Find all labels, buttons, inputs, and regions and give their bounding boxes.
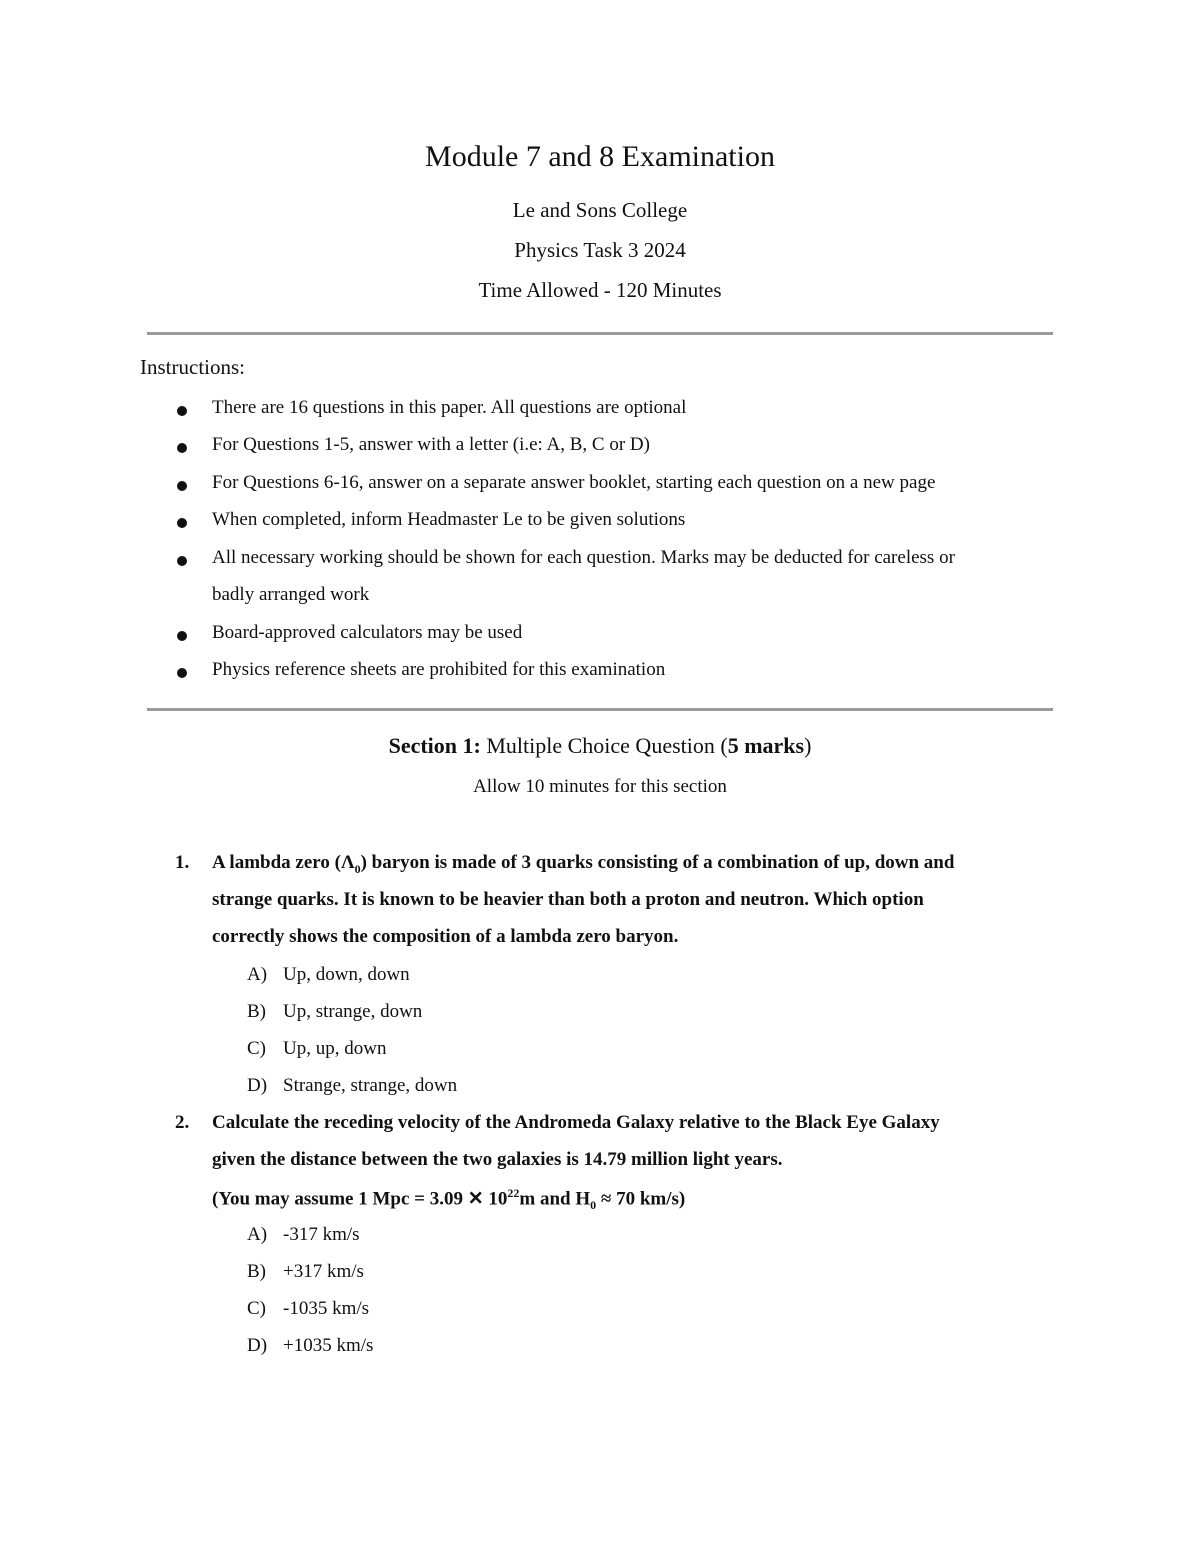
question-text: given the distance between the two galaxies is 14.79 million light years. [212, 1149, 783, 1170]
time-allowed: Time Allowed - 120 Minutes [478, 278, 722, 302]
option-text: -317 km/s [283, 1224, 360, 1245]
option-letter: A) [247, 964, 268, 985]
bullet-icon [177, 518, 187, 528]
section-subtitle: Allow 10 minutes for this section [473, 776, 727, 797]
option-letter: B) [247, 1001, 266, 1022]
task-name: Physics Task 3 2024 [514, 238, 686, 262]
option-text: Up, strange, down [283, 1001, 423, 1022]
option-text: -1035 km/s [283, 1298, 370, 1319]
question-text: Calculate the receding velocity of the Andromeda Galaxy relative to the Black Eye Galaxy [212, 1112, 940, 1133]
bullet-icon [177, 631, 187, 641]
bullet-icon [177, 668, 187, 678]
question-text: correctly shows the composition of a lambda zero baryon. [212, 926, 679, 947]
bullet-icon [177, 481, 187, 491]
divider [147, 332, 1053, 335]
option-letter: B) [247, 1261, 266, 1282]
bullet-icon [177, 406, 187, 416]
option-letter: A) [247, 1224, 268, 1245]
option-text: Up, up, down [283, 1038, 387, 1059]
option-letter: D) [247, 1075, 268, 1096]
section-heading: Section 1: Multiple Choice Question (5 marks) [388, 733, 812, 758]
question-text: (You may assume 1 Mpc = 3.09 ✕ $10^{22}m$ and $H_0 \approx 70$ km/s) [212, 1186, 686, 1213]
option-letter: C) [247, 1298, 266, 1319]
option-letter: D) [247, 1335, 268, 1356]
question-number: 2. [175, 1112, 190, 1133]
bullet-icon [177, 443, 187, 453]
option-text: +317 km/s [283, 1261, 364, 1282]
question-number: 1. [175, 852, 190, 873]
instructions-heading: Instructions: [140, 355, 245, 379]
option-text: Up, down, down [283, 964, 410, 985]
option-text: +1035 km/s [283, 1335, 374, 1356]
option-text: Strange, strange, down [283, 1075, 458, 1096]
bullet-icon [177, 556, 187, 566]
divider [147, 708, 1053, 711]
school-name: Le and Sons College [512, 198, 688, 222]
exam-page: Module 7 and 8 Examination Le and Sons College Physics Task 3 2024 Time Allowed - 120 Minutes Instructions: There are 16 questions in this paper. All questions are optional For Questions 1-5, answer with a letter (i.e: A, B, C or D) For Questions 6-16, answer on a separate answer booklet, starting each question on a new page When completed, inform Headmaster Le to be given solutions All necessary working should be shown for each question. Marks may be deducted for careless or badly arranged work Board-approved calculators may be used Physics reference sheets are prohibited for this examination Section 1: Multiple Choice Question (5 marks) Allow 10 minutes for this section 1. A lambda zero $(\Lambda_0)$ baryon is made of 3 quarks consisting of a combination of up, down and strange quarks. It is known to be heavier than both a proton and neutron. Which option correctly shows the composition of a lambda zero baryon. A) Up, down, down B) Up, strange, down C) Up, up, down D) Strange, strange, down 2. Calculate the receding velocity of the Andromeda Galaxy relative to the Black Eye Galaxy given the distance between the two galaxies is 14.79 million light years. (You may assume 1 Mpc = 3.09 ✕ $10^{22}m$ and $H_0 \approx 70$ km/s) A) -317 km/s B) +317 km/s C) -1035 km/s D) +1035 km/s [0, 0, 1200, 1553]
option-letter: C) [247, 1038, 266, 1059]
exam-title: Module 7 and 8 Examination [425, 140, 775, 173]
question-text: strange quarks. It is known to be heavier than both a proton and neutron. Which option [212, 889, 924, 910]
question-text: A lambda zero $(\Lambda_0)$ baryon is made of 3 quarks consisting of a combination of up, down and [212, 852, 955, 876]
